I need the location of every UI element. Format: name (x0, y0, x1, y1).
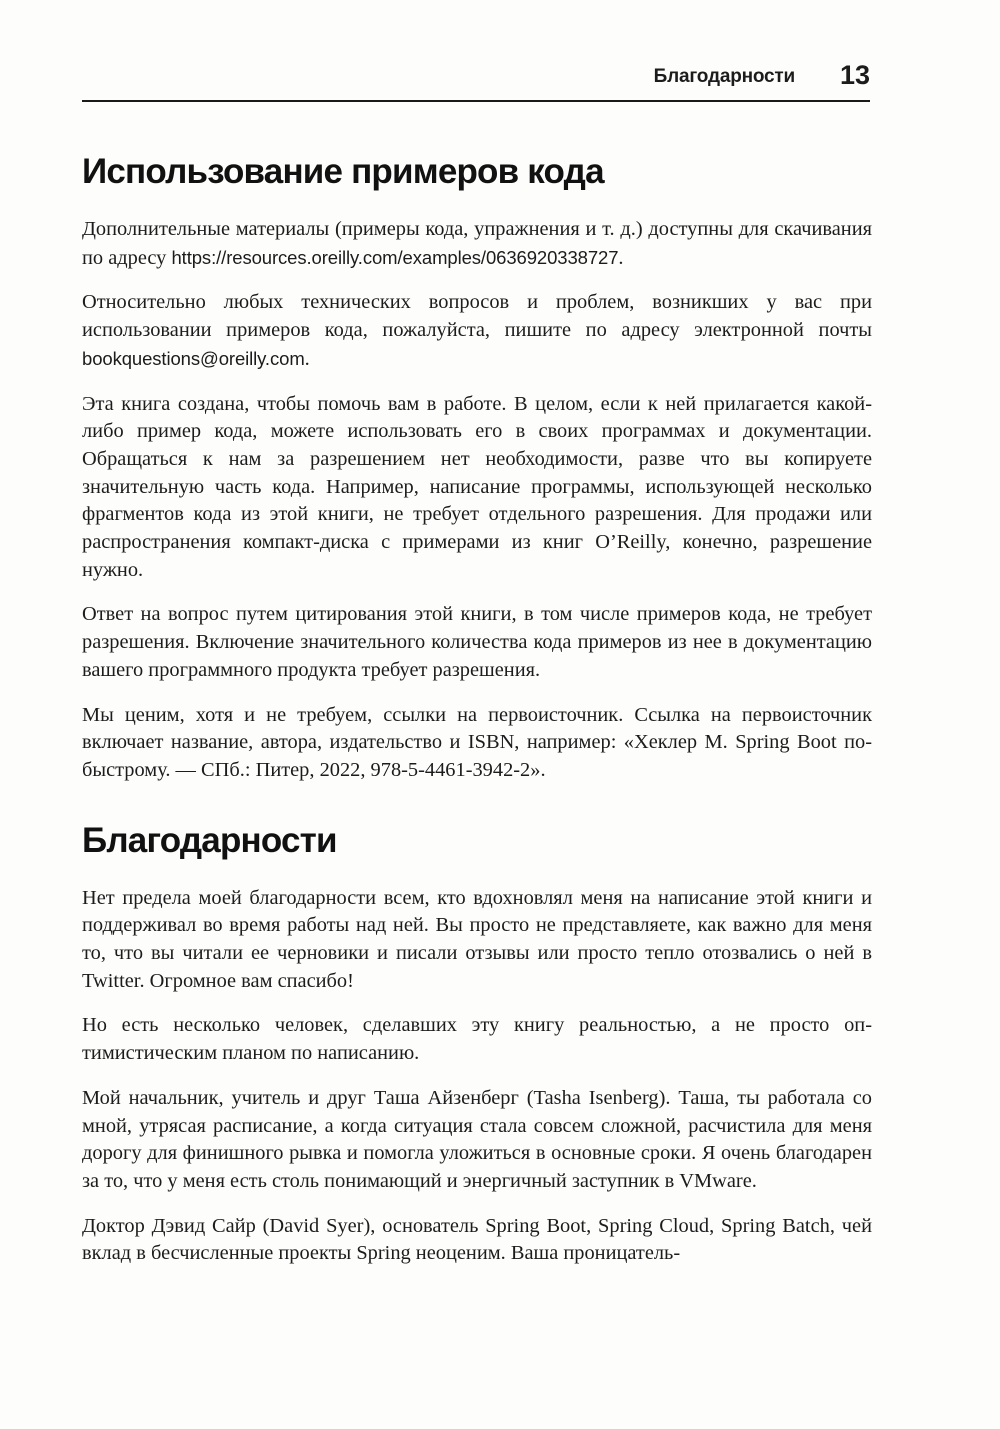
paragraph-questions (82, 289, 872, 373)
paragraph-questions-end: . (304, 347, 310, 370)
paragraph-thanks-all: Нет предела моей благодарности всем, кто вдохновлял меня на написание этой книги и поддерживал во время работы над ней. Вы просто не представляете, как важно для меня то, что вы читали ее черновики и писали отзывы или просто тепло отозвались о ней в Twitter. Огромное вам спасибо! (82, 886, 872, 992)
paragraph-usage-permissions: Эта книга создана, чтобы помочь вам в работе. В целом, если к ней прилагается какой-либо пример кода, можете использовать его в своих программах и документации. Обращаться к нам за разрешением нет необходимости, разве что вы копируете значительную часть кода. Например, написание программы, использующей несколько фрагментов кода из этой книги, не требует отдельного разрешения. Для продажи или распространения компакт-диска с примерами из книг O’Reilly, конечно, разрешение нужно. (82, 392, 872, 581)
paragraph-downloads-text: Дополнительные материалы (примеры кода, упражнения и т. д.) доступны для скачивания по адресу (82, 218, 872, 269)
page-content (82, 140, 872, 1285)
running-header (82, 60, 870, 102)
section-heading-code-examples: Использование примеров кода (82, 152, 604, 191)
paragraph-tasha: Мой начальник, учитель и друг Таша Айзенберг (Tasha Isenberg). Таша, ты работала со мной, утрясая расписание, а когда ситуация стала совсем сложной, расчистила для меня дорогу для финишного рывка и помогла уложиться в основные сроки. Я очень благодарен за то, что у меня есть столь понимающий и энергичный заступник в VMware. (82, 1086, 872, 1192)
section-heading-acknowledgements: Благодарности (82, 820, 337, 860)
email-link[interactable]: bookquestions@oreilly.com (82, 347, 305, 369)
paragraph-downloads (82, 216, 872, 272)
page-number: 13 (839, 60, 870, 90)
running-section-title: Благодарности (653, 66, 795, 87)
paragraph-questions-text: Относительно любых технических вопросов и проблем, возникших у вас при использовании примеров кода, пожалуйста, пишите по адресу электронной почты (82, 291, 872, 342)
paragraph-several-people: Но есть несколько человек, сделавших эту книгу реальностью, а не просто оптимистическим планом по написанию. (82, 1014, 872, 1065)
examples-url-link[interactable]: https://resources.oreilly.com/examples/0636920338727 (171, 246, 619, 268)
paragraph-quoting: Ответ на вопрос путем цитирования этой книги, в том числе примеров кода, не требует разрешения. Включение значительного количества кода примеров из нее в документацию вашего программного продукта требует разрешения. (82, 603, 872, 681)
paragraph-attribution: Мы ценим, хотя и не требуем, ссылки на первоисточник. Ссылка на первоисточник включает название, автора, издательство и ISBN, например: «Хеклер М. Spring Boot по-быстрому. — СПб.: Питер, 2022, 978-5-4461-3942-2». (82, 703, 872, 781)
paragraph-david-syer: Доктор Дэвид Сайр (David Syer), основатель Spring Boot, Spring Cloud, Spring Batch, чей вклад в бесчисленные проекты Spring неоценим. Ваша проницатель- (82, 1214, 872, 1265)
paragraph-downloads-end: . (618, 246, 624, 269)
